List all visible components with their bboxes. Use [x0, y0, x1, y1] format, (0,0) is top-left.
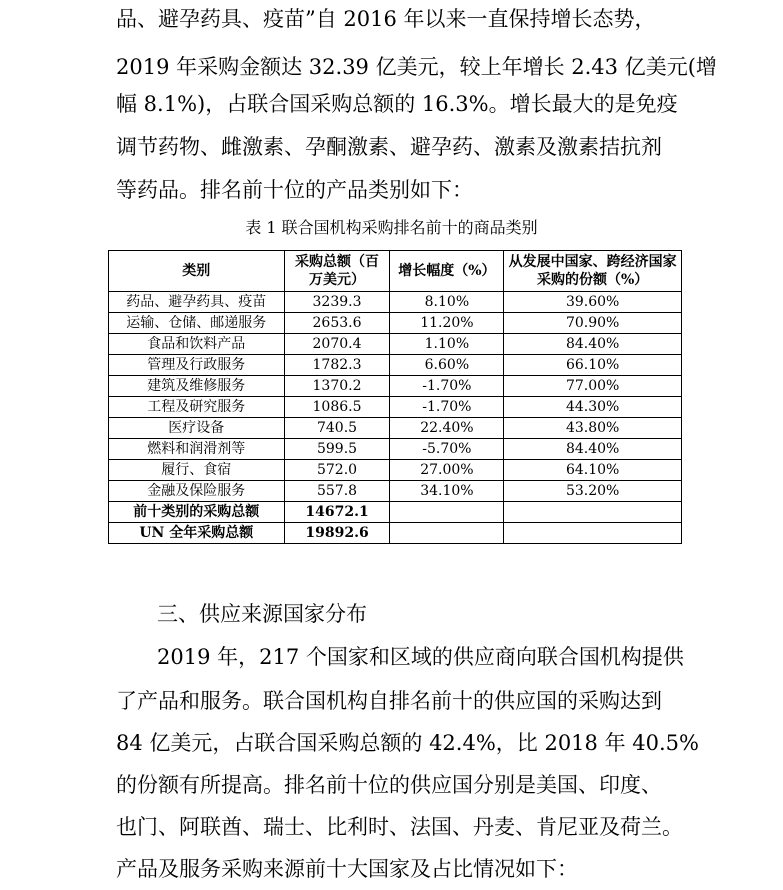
- header-share: 从发展中国家、跨经济国家采购的份额（%）: [504, 251, 682, 292]
- intro-line: 调节药物、雌激素、孕酮激素、避孕药、激素及激素拮抗剂: [116, 135, 662, 159]
- cell-share: 53.20%: [504, 481, 682, 502]
- cell-growth: 34.10%: [390, 481, 504, 502]
- cell-growth: [390, 523, 504, 544]
- table-row: [109, 397, 682, 418]
- cell-category: 金融及保险服务: [109, 481, 285, 502]
- cell-growth: 27.00%: [390, 460, 504, 481]
- cell-total: 14672.1: [284, 502, 390, 523]
- intro-line: 品、避孕药具、疫苗”自 2016 年以来一直保持增长态势，: [116, 7, 656, 31]
- cell-category: 运输、仓储、邮递服务: [109, 313, 285, 334]
- intro-line: 等药品。排名前十位的产品类别如下：: [116, 178, 473, 202]
- cell-category: 食品和饮料产品: [109, 334, 285, 355]
- intro-line: 2019 年采购金额达 32.39 亿美元，较上年增长 2.43 亿美元(增: [116, 55, 717, 79]
- table-total-row: [109, 523, 682, 544]
- table-row: [109, 313, 682, 334]
- cell-total: 740.5: [284, 418, 390, 439]
- cell-share: [504, 523, 682, 544]
- cell-category: 医疗设备: [109, 418, 285, 439]
- cell-growth: 6.60%: [390, 355, 504, 376]
- table-row: [109, 376, 682, 397]
- cell-share: 70.90%: [504, 313, 682, 334]
- cell-category: 建筑及维修服务: [109, 376, 285, 397]
- table-row: [109, 334, 682, 355]
- cell-category: 履行、食宿: [109, 460, 285, 481]
- cell-growth: 1.10%: [390, 334, 504, 355]
- cell-total: 1782.3: [284, 355, 390, 376]
- table-row: [109, 460, 682, 481]
- cell-total: 1086.5: [284, 397, 390, 418]
- cell-share: 66.10%: [504, 355, 682, 376]
- table-row: [109, 418, 682, 439]
- cell-total: 557.8: [284, 481, 390, 502]
- body-line: 产品及服务采购来源前十大国家及占比情况如下：: [116, 857, 578, 881]
- cell-total: 1370.2: [284, 376, 390, 397]
- cell-total: 599.5: [284, 439, 390, 460]
- cell-total: 19892.6: [284, 523, 390, 544]
- cell-growth: -1.70%: [390, 376, 504, 397]
- table-header-row: [109, 251, 682, 292]
- cell-total: 3239.3: [284, 292, 390, 313]
- cell-growth: 8.10%: [390, 292, 504, 313]
- cell-growth: 22.40%: [390, 418, 504, 439]
- intro-line: 幅 8.1%)，占联合国采购总额的 16.3%。增长最大的是免疫: [116, 92, 678, 116]
- header-category: 类别: [109, 251, 285, 292]
- cell-growth: [390, 502, 504, 523]
- cell-category: 管理及行政服务: [109, 355, 285, 376]
- body-line: 的份额有所提高。排名前十位的供应国分别是美国、印度、: [116, 773, 662, 797]
- cell-total: 2653.6: [284, 313, 390, 334]
- cell-share: 77.00%: [504, 376, 682, 397]
- table-row: [109, 481, 682, 502]
- cell-share: 39.60%: [504, 292, 682, 313]
- cell-growth: -5.70%: [390, 439, 504, 460]
- table-row: [109, 439, 682, 460]
- cell-share: 64.10%: [504, 460, 682, 481]
- table-row: [109, 355, 682, 376]
- body-line: 了产品和服务。联合国机构自排名前十的供应国的采购达到: [116, 689, 662, 713]
- header-total: 采购总额（百万美元）: [284, 251, 390, 292]
- cell-growth: -1.70%: [390, 397, 504, 418]
- body-line: 84 亿美元，占联合国采购总额的 42.4%，比 2018 年 40.5%: [116, 731, 699, 755]
- table-row: [109, 292, 682, 313]
- cell-total: 572.0: [284, 460, 390, 481]
- cell-category: 燃料和润滑剂等: [109, 439, 285, 460]
- body-line: 也门、阿联酋、瑞士、比利时、法国、丹麦、肯尼亚及荷兰。: [116, 815, 683, 839]
- cell-total: 2070.4: [284, 334, 390, 355]
- table-caption: 表 1 联合国机构采购排名前十的商品类别: [245, 218, 538, 237]
- body-line: 2019 年，217 个国家和区域的供应商向联合国机构提供: [157, 645, 684, 669]
- cell-category: 药品、避孕药具、疫苗: [109, 292, 285, 313]
- cell-category: 前十类别的采购总额: [109, 502, 285, 523]
- cell-growth: 11.20%: [390, 313, 504, 334]
- cell-share: 44.30%: [504, 397, 682, 418]
- section-heading: 三、供应来源国家分布: [157, 602, 367, 626]
- procurement-categories-table: [108, 250, 682, 544]
- cell-share: 43.80%: [504, 418, 682, 439]
- table-total-row: [109, 502, 682, 523]
- cell-share: [504, 502, 682, 523]
- cell-category: 工程及研究服务: [109, 397, 285, 418]
- cell-share: 84.40%: [504, 334, 682, 355]
- header-growth: 增长幅度（%）: [390, 251, 504, 292]
- cell-category: UN 全年采购总额: [109, 523, 285, 544]
- cell-share: 84.40%: [504, 439, 682, 460]
